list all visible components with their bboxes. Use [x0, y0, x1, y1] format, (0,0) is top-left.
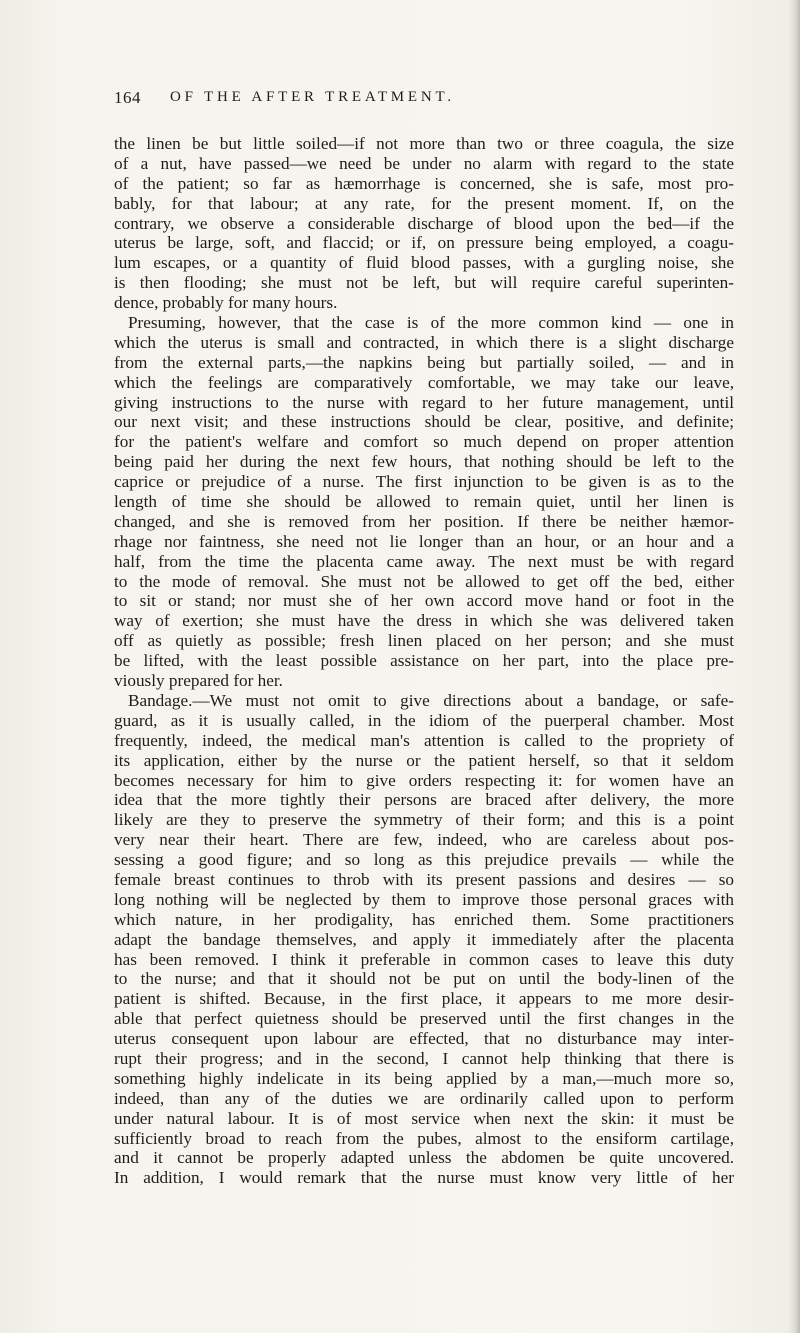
text-line: rupt their progress; and in the second, I cannot help thinking that there is [114, 1048, 734, 1068]
text-line: of a nut, have passed—we need be under no alarm with regard to the state [114, 153, 734, 173]
text-line: becomes necessary for him to give orders respecting it: for women have an [114, 770, 734, 790]
text-line: lum escapes, or a quantity of fluid blood passes, with a gurgling noise, she [114, 253, 734, 273]
text-line: bably, for that labour; at any rate, for the present moment. If, on the [114, 193, 734, 213]
text-line: sessing a good figure; and so long as this prejudice prevails — while the [114, 850, 734, 870]
text-line: indeed, than any of the duties we are ordinarily called upon to perform [114, 1088, 734, 1108]
text-line: to sit or stand; nor must she of her own accord move hand or foot in the [114, 591, 734, 611]
body-text [114, 134, 734, 1188]
text-line: dence, probably for many hours. [114, 293, 338, 313]
text-line: its application, either by the nurse or the patient herself, so that it seldom [114, 750, 734, 770]
text-line: sufficiently broad to reach from the pubes, almost to the ensiform cartilage, [114, 1128, 734, 1148]
text-line: adapt the bandage themselves, and apply it immediately after the placenta [114, 929, 734, 949]
text-line: In addition, I would remark that the nurse must know very little of her [114, 1168, 734, 1188]
text-line: from the external parts,—the napkins being but partially soiled, — and in [114, 352, 734, 372]
text-line: the linen be but little soiled—if not more than two or three coagula, the size [114, 134, 734, 153]
text-line: Bandage.—We must not omit to give directions about a bandage, or safe- [128, 690, 734, 710]
page-number: 164 [114, 88, 141, 107]
text-line: has been removed. I think it preferable in common cases to leave this duty [114, 949, 734, 969]
text-line: which nature, in her prodigality, has enriched them. Some practitioners [114, 909, 734, 929]
text-line: which the feelings are comparatively comfortable, we may take our leave, [114, 372, 734, 392]
text-line: something highly indelicate in its being applied by a man,—much more so, [114, 1068, 734, 1088]
running-head [114, 88, 734, 110]
text-line: viously prepared for her. [114, 671, 283, 691]
text-line: able that perfect quietness should be preserved until the first changes in the [114, 1009, 734, 1029]
text-line: patient is shifted. Because, in the first place, it appears to me more desir- [114, 989, 734, 1009]
text-line: half, from the time the placenta came away. The next must be with regard [114, 551, 734, 571]
text-line: guard, as it is usually called, in the idiom of the puerperal chamber. Most [114, 710, 734, 730]
text-line: very near their heart. There are few, indeed, who are careless about pos- [114, 830, 734, 850]
text-line: way of exertion; she must have the dress in which she was delivered taken [114, 611, 734, 631]
text-line: rhage nor faintness, she need not lie longer than an hour, or an hour and a [114, 531, 734, 551]
text-line: which the uterus is small and contracted, in which there is a slight discharge [114, 332, 734, 352]
text-line: and it cannot be properly adapted unless the abdomen be quite uncovered. [114, 1148, 734, 1168]
text-line: contrary, we observe a considerable discharge of blood upon the bed—if the [114, 213, 734, 233]
running-title: OF THE AFTER TREATMENT. [170, 89, 455, 105]
text-line: off as quietly as possible; fresh linen placed on her person; and she must [114, 631, 734, 651]
text-line: long nothing will be neglected by them to improve those personal graces with [114, 889, 734, 909]
text-line: under natural labour. It is of most service when next the skin: it must be [114, 1108, 734, 1128]
text-line: our next visit; and these instructions should be clear, positive, and definite; [114, 412, 734, 432]
text-line: frequently, indeed, the medical man's attention is called to the propriety of [114, 730, 734, 750]
text-line: is then flooding; she must not be left, but will require careful superinten- [114, 273, 734, 293]
text-line: idea that the more tightly their persons are braced after delivery, the more [114, 790, 734, 810]
text-line: uterus be large, soft, and flaccid; or if, on pressure being employed, a coagu- [114, 233, 734, 253]
text-line: likely are they to preserve the symmetry of their form; and this is a point [114, 810, 734, 830]
text-line: changed, and she is removed from her position. If there be neither hæmor- [114, 511, 734, 531]
text-line: be lifted, with the least possible assistance on her part, into the place pre- [114, 651, 734, 671]
text-line: of the patient; so far as hæmorrhage is concerned, she is safe, most pro- [114, 173, 734, 193]
text-line: to the nurse; and that it should not be put on until the body-linen of the [114, 969, 734, 989]
text-line: being paid her during the next few hours, that nothing should be left to the [114, 452, 734, 472]
text-line: uterus consequent upon labour are effected, that no disturbance may inter- [114, 1029, 734, 1049]
binding-shadow [788, 0, 800, 1333]
text-line: for the patient's welfare and comfort so much depend on proper attention [114, 432, 734, 452]
text-line: giving instructions to the nurse with regard to her future management, until [114, 392, 734, 412]
text-line: female breast continues to throb with its present passions and desires — so [114, 869, 734, 889]
text-line: to the mode of removal. She must not be allowed to get off the bed, either [114, 571, 734, 591]
text-line: length of time she should be allowed to remain quiet, until her linen is [114, 492, 734, 512]
text-line: Presuming, however, that the case is of the more common kind — one in [128, 313, 734, 333]
text-line: caprice or prejudice of a nurse. The first injunction to be given is as to the [114, 472, 734, 492]
